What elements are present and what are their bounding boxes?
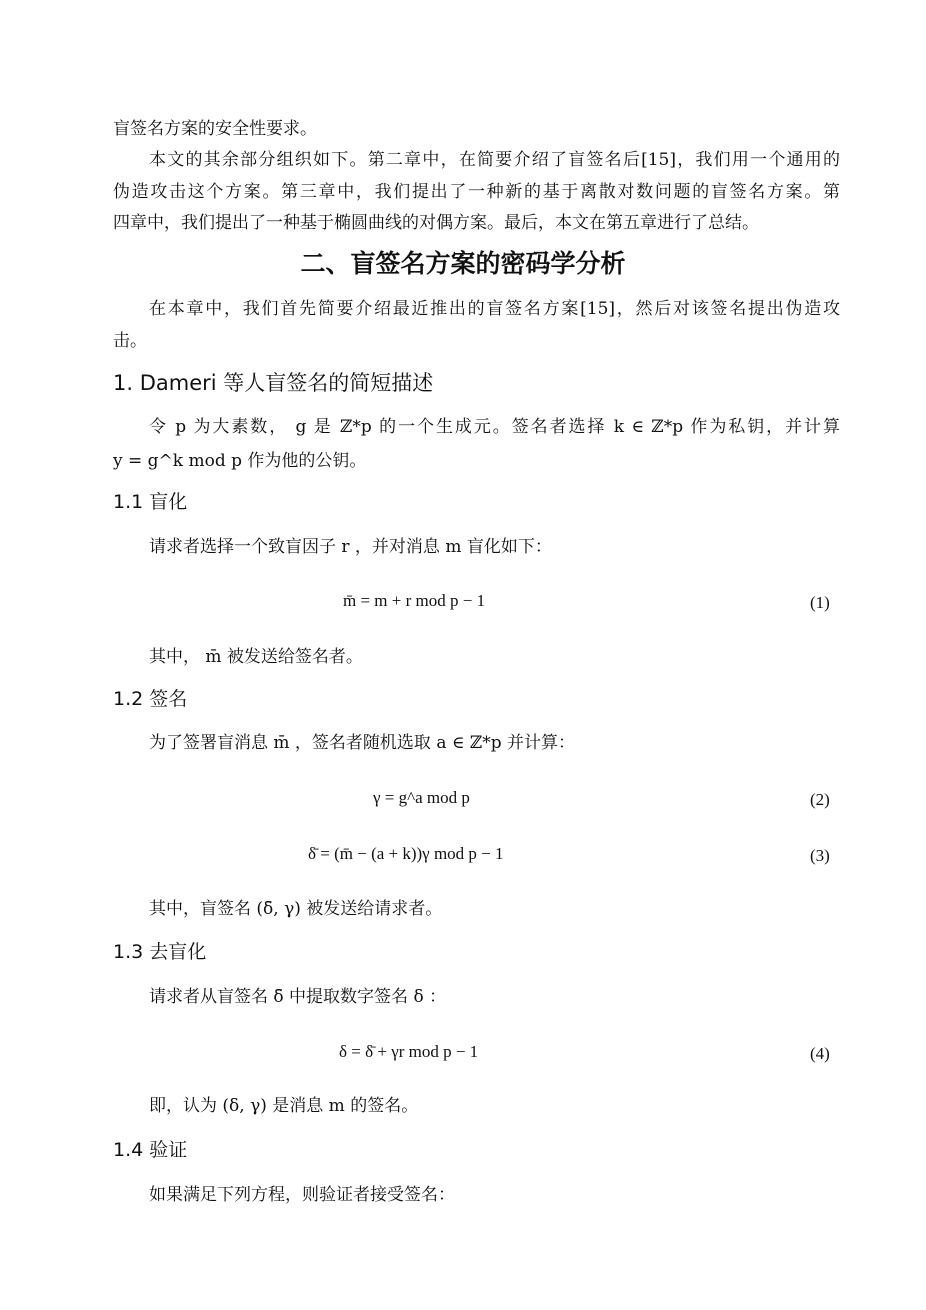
paragraph-line: 在本章中，我们首先简要介绍最近推出的盲签名方案[15]，然后对该签名提出伪造攻 [149, 299, 840, 319]
chapter-title: 二、盲签名方案的密码学分析 [300, 249, 626, 278]
equation-3: δ̄ = (m̄ − (a + k))γ mod p − 1 [308, 844, 504, 863]
equation-number: (1) [810, 593, 830, 612]
equation-number: (2) [810, 790, 830, 809]
equation-number: (3) [810, 846, 830, 865]
paragraph-line: 四章中，我们提出了一种基于椭圆曲线的对偶方案。最后，本文在第五章进行了总结。 [113, 213, 759, 233]
paragraph-line: 其中， m̄ 被发送给签名者。 [149, 647, 363, 667]
subsection-title: 1.4 验证 [113, 1139, 188, 1161]
paragraph-line: 请求者选择一个致盲因子 r ，并对消息 m 盲化如下： [149, 537, 552, 557]
paragraph-line: 请求者从盲签名 δ̄ 中提取数字签名 δ ： [149, 987, 447, 1007]
paragraph-line: 伪造攻击这个方案。第三章中，我们提出了一种新的基于离散对数问题的盲签名方案。第 [113, 182, 840, 202]
paragraph-line: 令 p 为大素数， g 是 ℤ*p 的一个生成元。签名者选择 k ∈ ℤ*p 作为私钥，并计算 [149, 417, 840, 437]
equation-1: m̄ = m + r mod p − 1 [343, 591, 486, 610]
paragraph-line: 击。 [113, 331, 147, 351]
equation-2: γ = g^a mod p [373, 788, 470, 807]
section-title: 1. Dameri 等人盲签名的简短描述 [113, 371, 434, 395]
subsection-title: 1.1 盲化 [113, 491, 188, 513]
paragraph-line: 盲签名方案的安全性要求。 [113, 119, 317, 139]
paragraph-line: 本文的其余部分组织如下。第二章中，在简要介绍了盲签名后[15]，我们用一个通用的 [149, 150, 840, 170]
paragraph-line: 其中，盲签名 (δ̄, γ) 被发送给请求者。 [149, 899, 443, 919]
subsection-title: 1.3 去盲化 [113, 941, 207, 963]
paragraph-line: 如果满足下列方程，则验证者接受签名： [149, 1185, 455, 1205]
paragraph-line: 为了签署盲消息 m̄ ，签名者随机选取 a ∈ ℤ*p 并计算： [149, 733, 576, 753]
equation-number: (4) [810, 1044, 830, 1063]
paragraph-line: y = g^k mod p 作为他的公钥。 [113, 451, 367, 471]
paragraph-line: 即，认为 (δ, γ) 是消息 m 的签名。 [149, 1096, 419, 1116]
subsection-title: 1.2 签名 [113, 688, 188, 710]
equation-4: δ = δ̄ + γr mod p − 1 [339, 1042, 479, 1061]
